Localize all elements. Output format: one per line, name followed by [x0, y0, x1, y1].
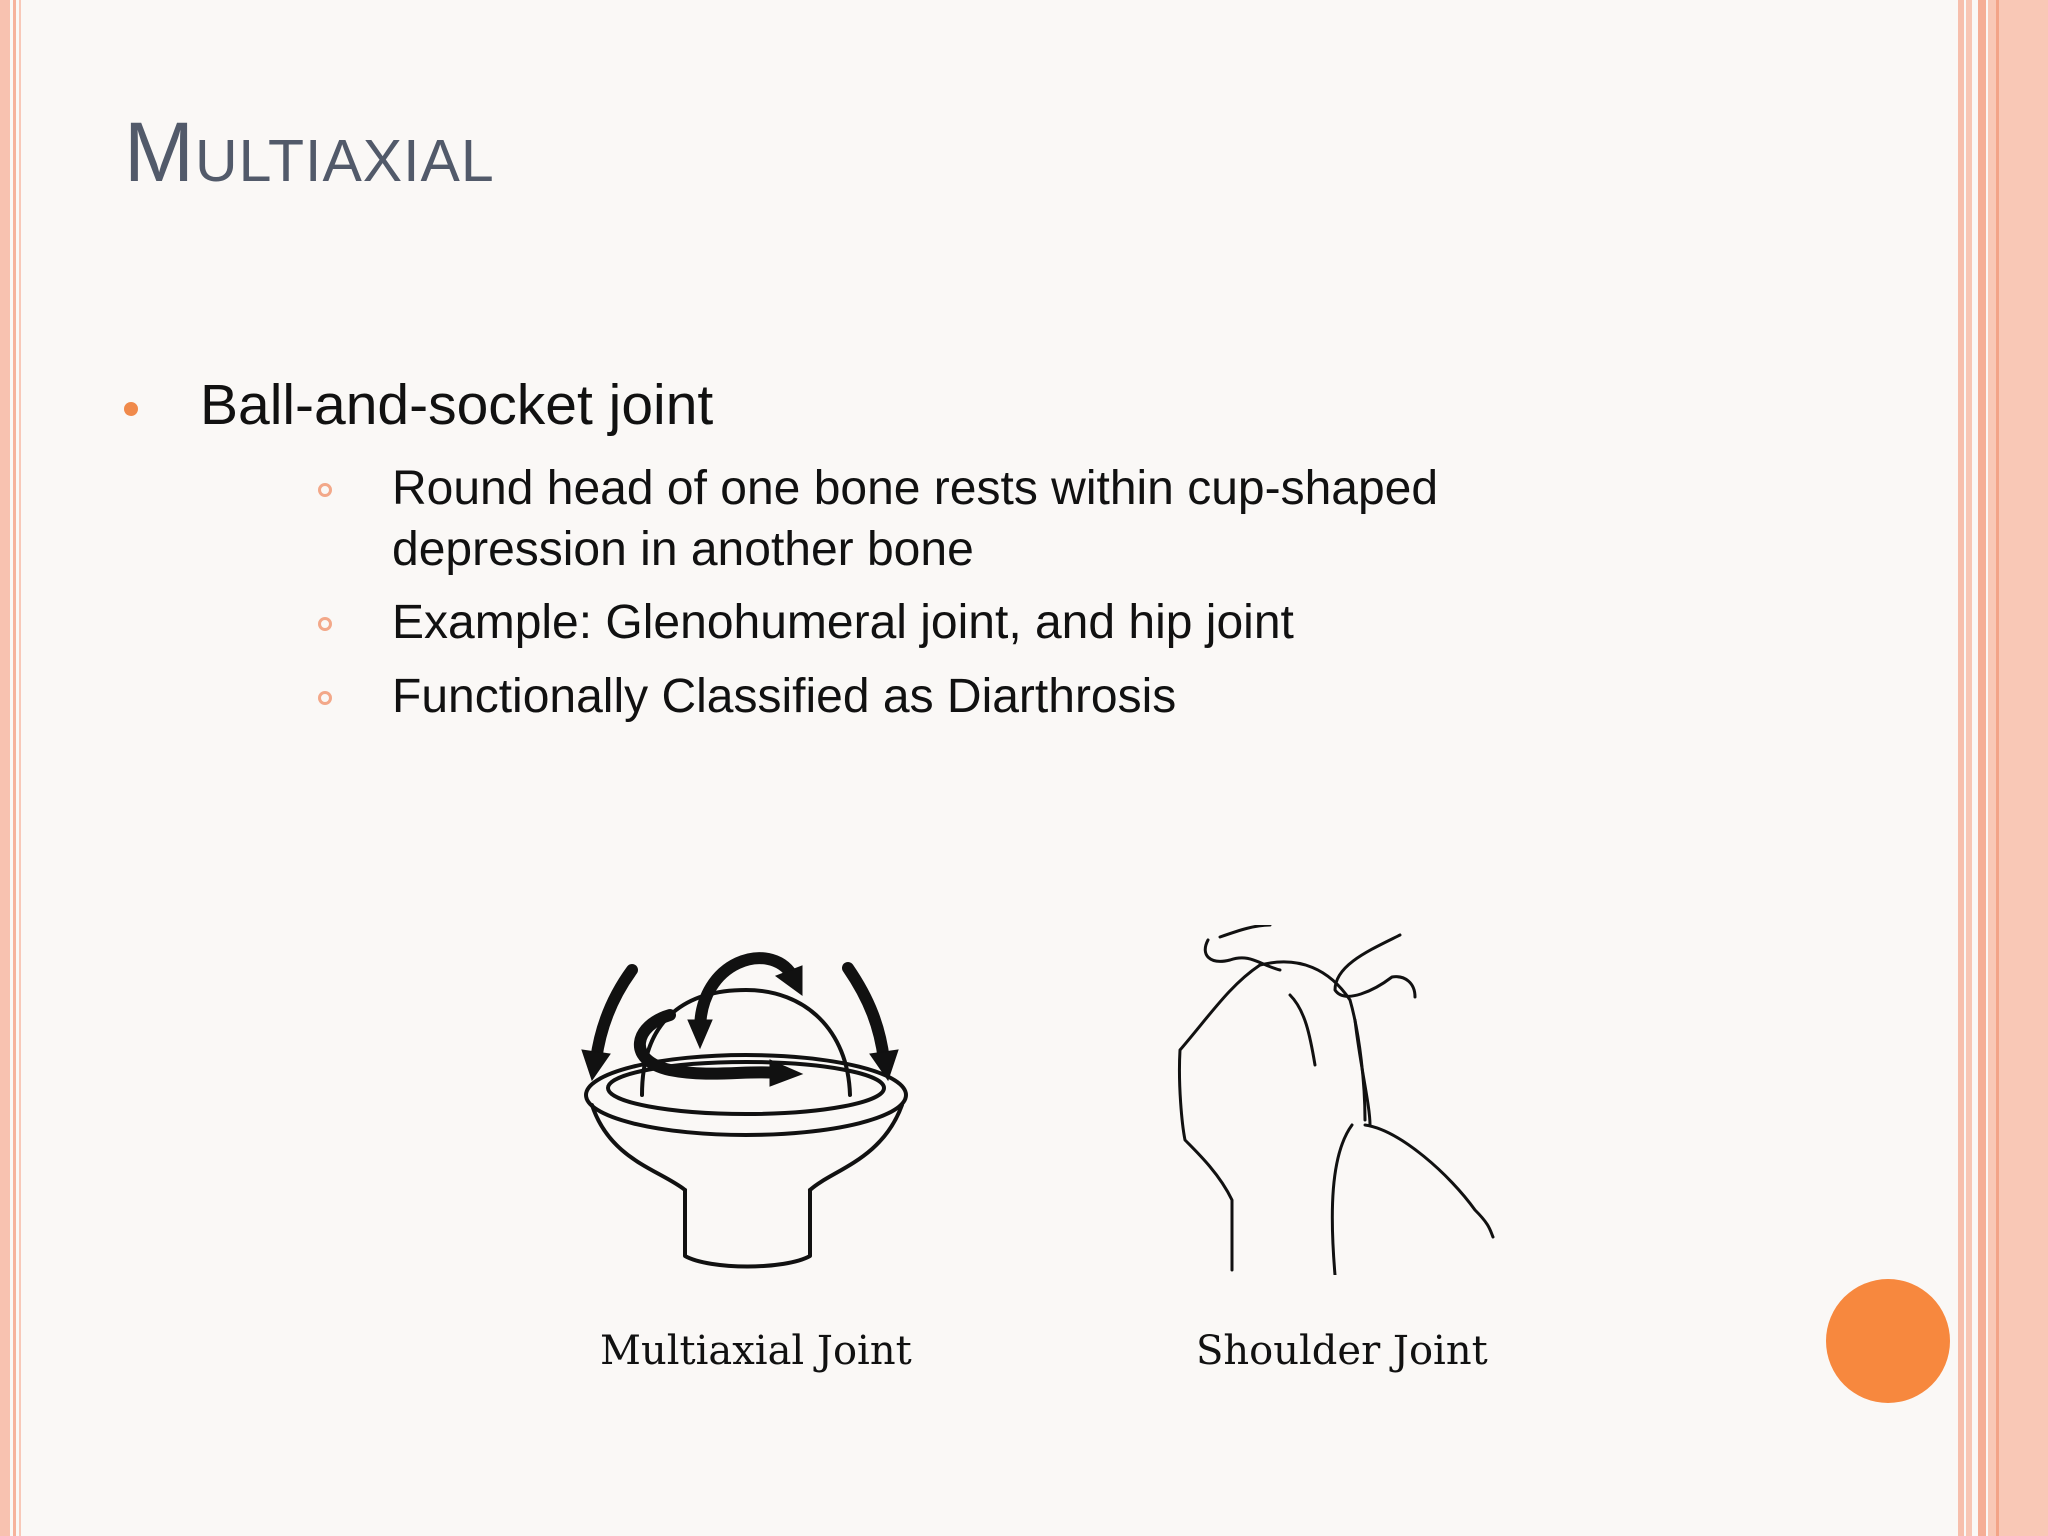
- shoulder-joint-drawing-icon: [1160, 925, 1510, 1275]
- decorative-circle: [1826, 1279, 1950, 1403]
- bullet-text: Ball-and-socket joint: [200, 373, 714, 437]
- figure-caption: Shoulder Joint: [1196, 1328, 1488, 1374]
- sub-bullet-text: Round head of one bone rests within cup-shaped depression in another bone: [392, 462, 1439, 576]
- left-border-stripe: [0, 0, 10, 1536]
- sub-bullet-text: Example: Glenohumeral joint, and hip joint: [392, 596, 1294, 649]
- figure-caption: Multiaxial Joint: [600, 1328, 912, 1374]
- right-border-stripe: [1958, 0, 1964, 1536]
- left-border-stripe: [19, 0, 21, 1536]
- right-border-stripe: [1996, 0, 1999, 1536]
- right-border-stripe: [1978, 0, 1986, 1536]
- sub-bullet-text: Functionally Classified as Diarthrosis: [392, 670, 1177, 723]
- bullet-ring-icon: [318, 617, 332, 631]
- bullet-dot-icon: [124, 402, 138, 416]
- bullet-ring-icon: [318, 483, 332, 497]
- slide-title: Multiaxial: [124, 105, 495, 199]
- ball-and-socket-joint-drawing-icon: [570, 920, 910, 1280]
- bullet-ring-icon: [318, 691, 332, 705]
- left-border-stripe: [13, 0, 16, 1536]
- right-border-stripe: [1966, 0, 1972, 1536]
